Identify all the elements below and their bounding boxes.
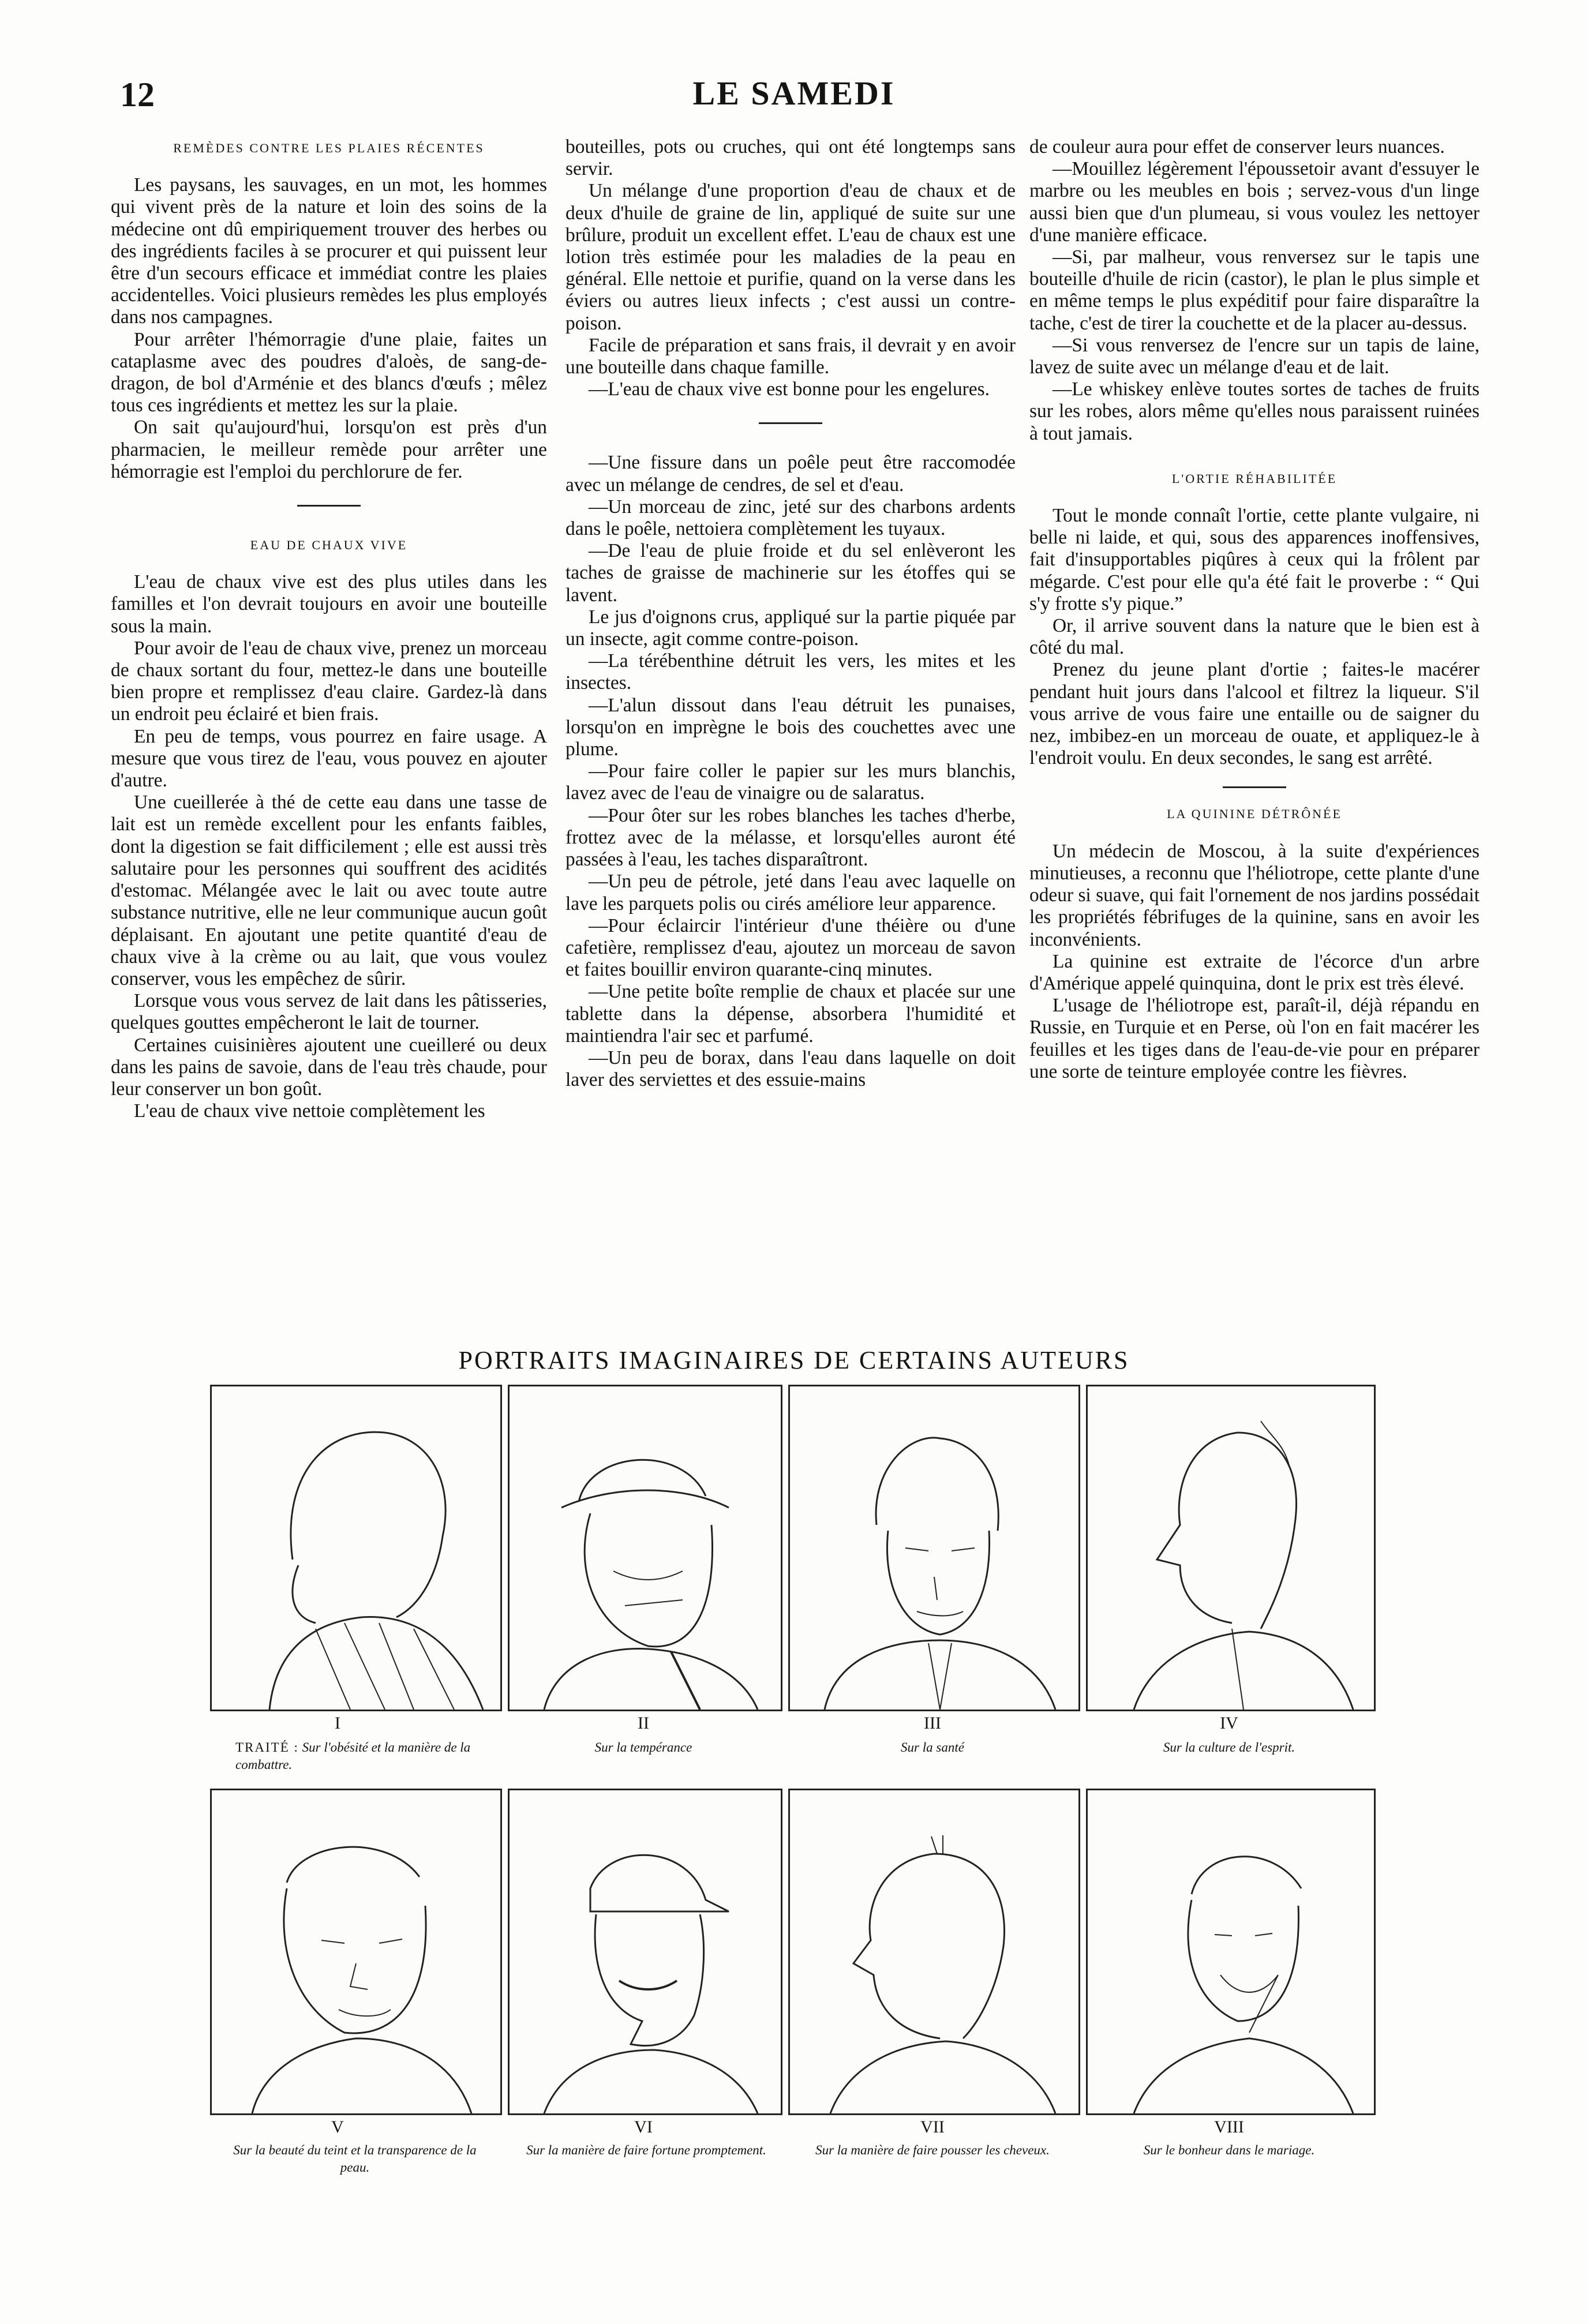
portrait-frame-1 bbox=[210, 1385, 502, 1711]
portrait-sketch-1 bbox=[212, 1386, 500, 1710]
portrait-frame-2 bbox=[508, 1385, 782, 1711]
portrait-sketch-6 bbox=[510, 1790, 781, 2113]
heading-eau-de-chaux: EAU DE CHAUX VIVE bbox=[250, 538, 408, 553]
paragraph: Pour avoir de l'eau de chaux vive, prenez un morceau de chaux sortant du four, mettez-le dans une bouteille bien propre et remplissez d'eau claire. Gardez-là dans un endroit peu éclairé et bien frais. bbox=[111, 637, 547, 725]
caption-text: Sur l'obésité et la manière de la combattre. bbox=[235, 1740, 471, 1772]
paragraph: —La térébenthine détruit les vers, les mites et les insectes. bbox=[565, 650, 1016, 694]
paragraph: Une cueillerée à thé de cette eau dans une tasse de lait est un remède excellent pour les enfants faibles, dont la digestion se fait difficilement ; elle est aussi très salutaire pour les personnes qui souffrent des acidités d'estomac. Mélangée avec le lait ou avec toute autre substance nutritive, elle ne leur communique aucun goût déplaisant. En ajoutant une petite quantité d'eau de chaux vive à la crème ou au lait, que vous voulez conserver, vous les empêchez de sûrir. bbox=[111, 792, 547, 989]
running-title: LE SAMEDI bbox=[692, 74, 896, 112]
portrait-caption-5: Sur la beauté du teint et la transparence de la peau. bbox=[233, 2143, 477, 2175]
portrait-caption-2: Sur la tempérance bbox=[594, 1740, 692, 1755]
paragraph: Le jus d'oignons crus, appliqué sur la partie piquée par un insecte, agit comme contre-poison. bbox=[565, 606, 1016, 650]
heading-remedes: REMÈDES CONTRE LES PLAIES RÉCENTES bbox=[173, 141, 485, 155]
paragraph: —Si, par malheur, vous renversez sur le tapis une bouteille d'huile de ricin (castor), le plan le plus simple et en même temps le plus expéditif pour faire disparaître la tache, c'est de tirer la couchette et de la placer au-dessus. bbox=[1029, 246, 1480, 334]
paragraph: Les paysans, les sauvages, en un mot, les hommes qui vivent près de la nature et loin des soins de la médecine ont dû empiriquement trouver des herbes ou des ingrédients faciles à se procurer et qui puissent leur être d'un secours efficace et immédiat contre les plaies accidentelles. Voici plusieurs remèdes les plus employés dans nos campagnes. bbox=[111, 174, 547, 328]
text-column-1 bbox=[111, 136, 547, 1296]
paragraph: —De l'eau de pluie froide et du sel enlèveront les taches de graisse de machinerie sur les étoffes qui se lavent. bbox=[565, 540, 1016, 606]
paragraph: —Un peu de borax, dans l'eau dans laquelle on doit laver des serviettes et des essuie-mains bbox=[565, 1047, 1016, 1091]
portrait-numeral-6: VI bbox=[634, 2117, 653, 2136]
paragraph: —Une petite boîte remplie de chaux et placée sur une tablette dans la dépense, absorbera l'humidité et maintiendra l'air sec et parfumé. bbox=[565, 981, 1016, 1047]
portrait-sketch-4 bbox=[1088, 1386, 1374, 1710]
portrait-caption-3: Sur la santé bbox=[901, 1740, 964, 1755]
paragraph: —Pour ôter sur les robes blanches les taches d'herbe, frottez avec de la mélasse, et lorsqu'elles auront été passées à l'eau, les taches disparaîtront. bbox=[565, 804, 1016, 871]
portrait-numeral-5: V bbox=[331, 2117, 344, 2136]
portrait-numeral-4: IV bbox=[1220, 1714, 1238, 1733]
paragraph: —Un peu de pétrole, jeté dans l'eau avec laquelle on lave les parquets polis ou cirés améliore leur apparence. bbox=[565, 871, 1016, 914]
portrait-numeral-2: II bbox=[638, 1714, 649, 1733]
paragraph: —Le whiskey enlève toutes sortes de taches de fruits sur les robes, alors même qu'elles nous paraissent ruinées à tout jamais. bbox=[1029, 378, 1480, 444]
paragraph: —Pour éclaircir l'intérieur d'une théière ou d'une cafetière, remplissez d'eau, ajoutez un morceau de savon et faites bouillir environ quarante-cinq minutes. bbox=[565, 914, 1016, 981]
paragraph: L'eau de chaux vive nettoie complètement les bbox=[134, 1100, 485, 1122]
paragraph: Un mélange d'une proportion d'eau de chaux et de deux d'huile de graine de lin, appliqué de suite sur une brûlure, produit un excellent effet. L'eau de chaux est une lotion très estimée pour les maladies de la peau en général. Elle nettoie et purifie, quand on la verse dans les éviers ou autres lieux infects ; c'est aussi un contre-poison. bbox=[565, 180, 1016, 334]
paragraph: —L'alun dissout dans l'eau détruit les punaises, lorsqu'on en imprègne le bois des couchettes avec une plume. bbox=[565, 694, 1016, 760]
portrait-frame-7 bbox=[788, 1789, 1080, 2115]
paragraph: bouteilles, pots ou cruches, qui ont été longtemps sans servir. bbox=[565, 136, 1016, 180]
paragraph: Facile de préparation et sans frais, il devrait y en avoir une bouteille dans chaque famille. bbox=[565, 334, 1016, 378]
portrait-frame-3 bbox=[788, 1385, 1080, 1711]
paragraph: Pour arrêter l'hémorragie d'une plaie, faites un cataplasme avec des poudres d'aloès, de sang-de-dragon, de bol d'Arménie et des blancs d'œufs ; mêlez tous ces ingrédients et mettez les sur la plaie. bbox=[111, 328, 547, 417]
paragraph: de couleur aura pour effet de conserver leurs nuances. bbox=[1029, 136, 1445, 158]
paragraph: —L'eau de chaux vive est bonne pour les engelures. bbox=[589, 378, 990, 400]
paragraph: L'eau de chaux vive est des plus utiles dans les familles et l'on devrait toujours en avoir une bouteille sous la main. bbox=[111, 571, 547, 637]
portrait-caption-1 bbox=[235, 1739, 501, 1774]
paragraph: —Mouillez légèrement l'époussetoir avant d'essuyer le marbre ou les meubles en bois ; servez-vous d'un linge aussi bien que d'un plumeau, si vous voulez les nettoyer d'une manière efficace. bbox=[1029, 158, 1480, 246]
portrait-caption-4: Sur la culture de l'esprit. bbox=[1163, 1740, 1295, 1755]
paragraph: Tout le monde connaît l'ortie, cette plante vulgaire, ni belle ni laide, et qui, sous des apparences inoffensives, fait d'insupportables piqûres à ceux qui la frôlent par mégarde. C'est pour elle qu'a été fait le proverbe : “ Qui s'y frotte s'y pique.” bbox=[1029, 505, 1480, 614]
paragraph: La quinine est extraite de l'écorce d'un arbre d'Amérique appelé quinquina, dont le prix est très élevé. bbox=[1029, 950, 1480, 994]
section-divider bbox=[759, 422, 822, 424]
caption-lead-traite: TRAITÉ : bbox=[235, 1740, 299, 1755]
portrait-frame-6 bbox=[508, 1789, 782, 2115]
portrait-sketch-7 bbox=[790, 1790, 1078, 2113]
portrait-sketch-3 bbox=[790, 1386, 1078, 1710]
text-column-3 bbox=[1029, 136, 1480, 1296]
portrait-sketch-5 bbox=[212, 1790, 500, 2113]
portrait-numeral-3: III bbox=[924, 1714, 941, 1733]
page-number: 12 bbox=[120, 76, 155, 114]
portrait-numeral-1: I bbox=[335, 1714, 340, 1733]
portrait-caption-7: Sur la manière de faire pousser les cheveux. bbox=[815, 2143, 1050, 2157]
paragraph: Prenez du jeune plant d'ortie ; faites-le macérer pendant huit jours dans l'alcool et filtrez la liqueur. S'il vous arrive de vous faire une entaille ou de saigner du nez, imbibez-en un morceau de ouate, et appliquez-le à l'endroit voulu. En deux secondes, le sang est arrêté. bbox=[1029, 659, 1480, 769]
portrait-caption-6: Sur la manière de faire fortune promptement. bbox=[526, 2143, 766, 2157]
paragraph: L'usage de l'héliotrope est, paraît-il, déjà répandu en Russie, en Turquie et en Perse, où l'on en fait macérer les feuilles et les tiges dans de l'eau-de-vie pour en préparer une sorte de teinture employée contre les fièvres. bbox=[1029, 995, 1480, 1082]
heading-quinine: LA QUININE DÉTRÔNÉE bbox=[1167, 807, 1342, 822]
paragraph: —Si vous renversez de l'encre sur un tapis de laine, lavez de suite avec un mélange d'eau et de lait. bbox=[1029, 334, 1480, 378]
portrait-numeral-8: VIII bbox=[1214, 2117, 1244, 2136]
paragraph: Un médecin de Moscou, à la suite d'expériences minutieuses, a reconnu que l'héliotrope, cette plante d'une odeur si suave, qui fait l'ornement de nos jardins possédait les propriétés fébrifuges de la quinine, sans en avoir les inconvénients. bbox=[1029, 840, 1480, 950]
portrait-caption-8: Sur le bonheur dans le mariage. bbox=[1143, 2143, 1315, 2157]
section-divider bbox=[1223, 786, 1286, 788]
portrait-frame-5 bbox=[210, 1789, 502, 2115]
paragraph: Or, il arrive souvent dans la nature que le bien est à côté du mal. bbox=[1029, 615, 1480, 659]
section-divider bbox=[297, 505, 361, 507]
portrait-frame-4 bbox=[1086, 1385, 1376, 1711]
portrait-numeral-7: VII bbox=[920, 2117, 945, 2136]
paragraph: On sait qu'aujourd'hui, lorsqu'on est près d'un pharmacien, le meilleur remède pour arrêter une hémorragie est l'emploi du perchlorure de fer. bbox=[111, 417, 547, 482]
paragraph: Lorsque vous vous servez de lait dans les pâtisseries, quelques gouttes empêcheront le lait de tourner. bbox=[111, 990, 547, 1034]
portrait-sketch-8 bbox=[1088, 1790, 1374, 2113]
paragraph: —Pour faire coller le papier sur les murs blanchis, lavez avec de l'eau de vinaigre ou de salaratus. bbox=[565, 760, 1016, 804]
paragraph: —Un morceau de zinc, jeté sur des charbons ardents dans le poêle, nettoiera complètement les tuyaux. bbox=[565, 496, 1016, 540]
portrait-sketch-2 bbox=[510, 1386, 781, 1710]
text-column-2 bbox=[565, 136, 1016, 1296]
heading-ortie: L'ORTIE RÉHABILITÉE bbox=[1171, 471, 1338, 486]
paragraph: —Une fissure dans un poêle peut être raccomodée avec un mélange de cendres, de sel et d'eau. bbox=[565, 452, 1016, 496]
portraits-title: PORTRAITS IMAGINAIRES DE CERTAINS AUTEURS bbox=[458, 1346, 1130, 1374]
paragraph: En peu de temps, vous pourrez en faire usage. A mesure que vous tirez de l'eau, vous pouvez en ajouter d'autre. bbox=[111, 725, 547, 792]
paragraph: Certaines cuisinières ajoutent une cueilleré ou deux dans les pains de savoie, dans de l'eau très chaude, pour leur conserver un bon goût. bbox=[111, 1034, 547, 1100]
portrait-frame-8 bbox=[1086, 1789, 1376, 2115]
